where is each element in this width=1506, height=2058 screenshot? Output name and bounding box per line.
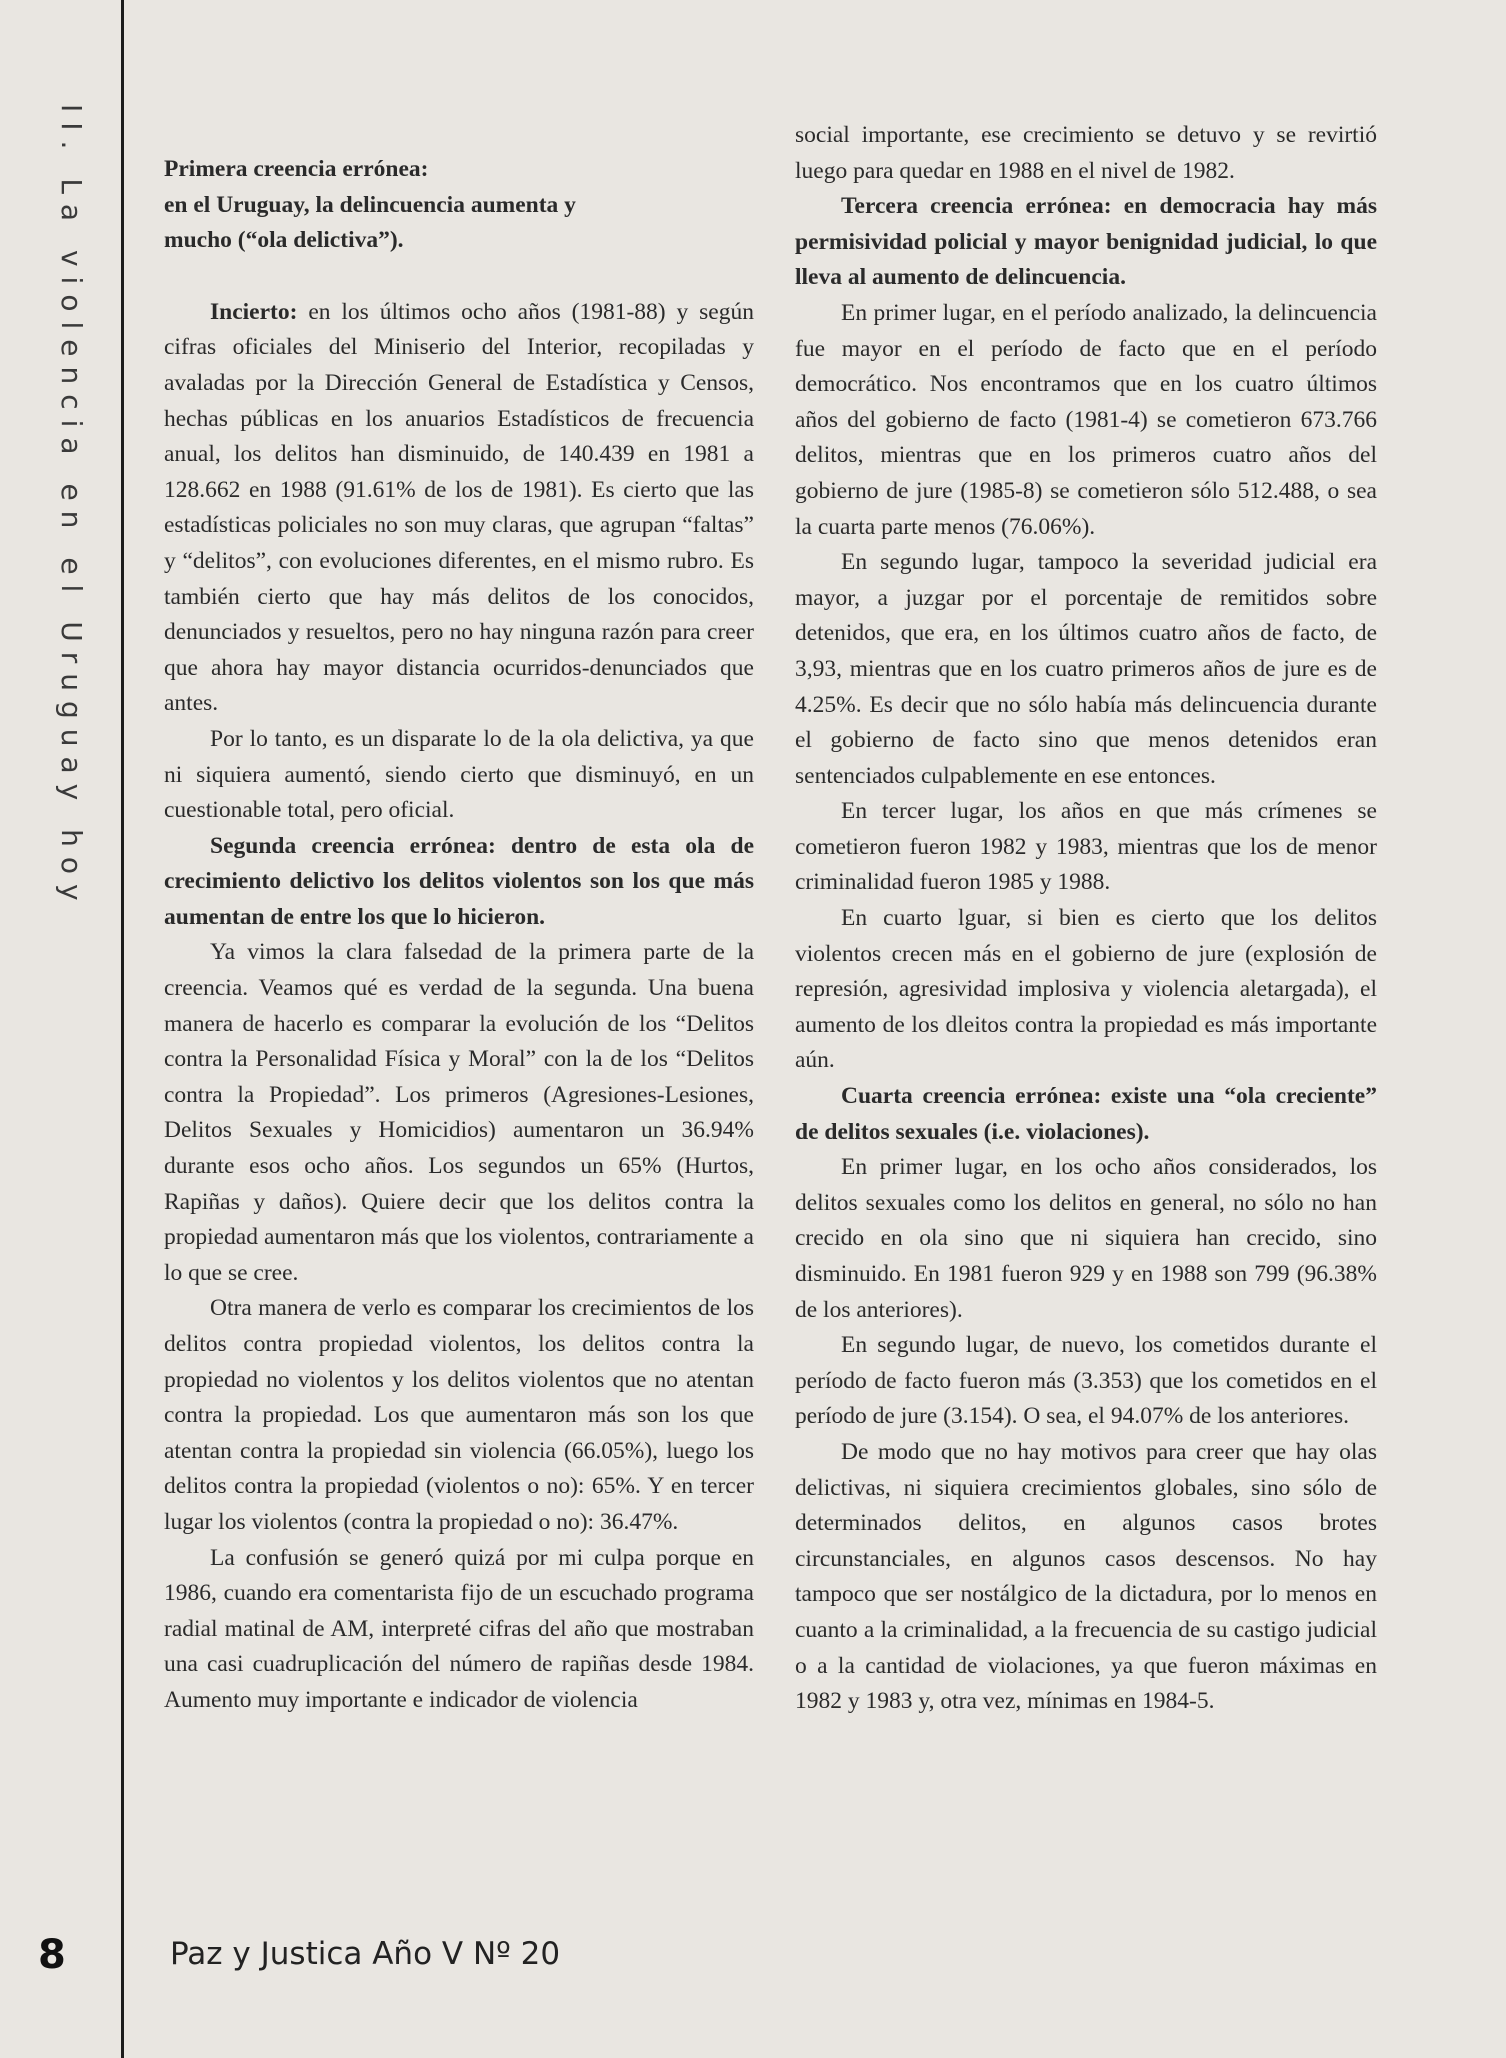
publication-footer: Paz y Justica Año V Nº 20 (170, 1936, 561, 1972)
page-number: 8 (38, 1932, 66, 1978)
section-heading: Cuarta creencia errónea: existe una “ola creciente” de delitos sexuales (i.e. violaciones). (795, 1083, 1377, 1145)
body-paragraph (164, 295, 754, 722)
paragraph-text: en los últimos ocho años (1981-88) y según cifras oficiales del Miniserio del Interior, recopiladas y avaladas por la Dirección General de Estadística y Censos, hechas públicas en los anuarios Estadísticos de frecuencia anual, los delitos han disminuido, de 140.439 en 1981 a 128.662 en 1988 (91.61% de los de 1981). Es cierto que las estadísticas policiales no son muy claras, que agrupan “faltas” y “delitos”, con evoluciones diferentes, en el mismo rubro. Es también cierto que hay más delitos de los conocidos, denunciados y resueltos, pero no hay ninguna razón para creer que ahora hay mayor distancia ocurridos-denunciados que antes. (164, 298, 754, 717)
section-heading: Tercera creencia errónea: en democracia hay más permisividad policial y mayor benignidad judicial, lo que lleva al aumento de delincuencia. (795, 193, 1377, 291)
body-paragraph: Por lo tanto, es un disparate lo de la ola delictiva, ya que ni siquiera aumentó, siendo cierto que disminuyó, en un cuestionable total, pero oficial. (164, 725, 754, 824)
right-column (795, 118, 1377, 1720)
body-paragraph: Ya vimos la clara falsedad de la primera parte de la creencia. Veamos qué es verdad de la segunda. Una buena manera de hacerlo es comparar la evolución de los “Delitos contra la Personalidad Física y Moral” con la de los “Delitos contra la Propiedad”. Los primeros (Agresiones-Lesiones, Delitos Sexuales y Homicidios) aumentaron un 36.94% durante esos ocho años. Los segundos un 65% (Hurtos, Rapiñas y daños). Quiere decir que los delitos contra la propiedad aumentaron más que los violentos, contrariamente a lo que se cree. (164, 939, 754, 1286)
body-paragraph: De modo que no hay motivos para creer que hay olas delictivas, ni siquiera crecimientos globales, sino sólo de determinados delitos, en algunos casos brotes circunstanciales, en algunos casos descensos. No hay tampoco que ser nostálgico de la dictadura, por lo menos en cuanto a la criminalidad, a la frecuencia de su castigo judicial o a la cantidad de violaciones, ya que fueron máximas en 1982 y 1983 y, otra vez, mínimas en 1984-5. (795, 1438, 1377, 1715)
section-heading-line: Primera creencia errónea: (164, 156, 429, 182)
spacer (164, 259, 754, 295)
lead-in-bold: Incierto: (210, 298, 298, 325)
section-heading-line: mucho (“ola delictiva”). (164, 227, 404, 254)
body-paragraph: La confusión se generó quizá por mi culpa porque en 1986, cuando era comentarista fijo de un escuchado programa radial matinal de AM, interpreté cifras del año que mostraban una casi cuadruplicación del número de rapiñas desde 1984. Aumento muy importante e indicador de violencia (164, 1544, 754, 1713)
body-paragraph: En tercer lugar, los años en que más crímenes se cometieron fueron 1982 y 1983, mientras que los de menor criminalidad fueron 1985 y 1988. (795, 798, 1377, 896)
section-heading: Segunda creencia errónea: dentro de esta ola de crecimiento delictivo los delitos violentos son los que más aumentan de entre los que lo hicieron. (164, 832, 754, 930)
body-paragraph: En segundo lugar, de nuevo, los cometidos durante el período de facto fueron más (3.353) que los cometidos en el período de jure (3.154). O sea, el 94.07% de los anteriores. (795, 1332, 1377, 1430)
body-paragraph: En primer lugar, en el período analizado, la delincuencia fue mayor en el período de facto que en el período democrático. Nos encontramos que en los cuatro últimos años del gobierno de facto (1981-4) se cometieron 673.766 delitos, mientras que en los primeros cuatro años del gobierno de jure (1985-8) se cometieron sólo 512.488, o sea la cuarta parte menos (76.06%). (795, 299, 1377, 540)
body-paragraph: social importante, ese crecimiento se detuvo y se revirtió luego para quedar en 1988 en el nivel de 1982. (795, 122, 1377, 184)
body-paragraph: En segundo lugar, tampoco la severidad judicial era mayor, a juzgar por el porcentaje de remitidos sobre detenidos, que era, en los últimos cuatro años de facto, de 3,93, mientras que en los cuatro primeros años de jure es de 4.25%. Es decir que no sólo había más delincuencia durante el gobierno de facto sino que menos detenidos eran sentenciados culpablemente en ese entonces. (795, 549, 1377, 789)
section-heading-line: en el Uruguay, la delincuencia aumenta y (164, 191, 576, 218)
margin-rule (121, 0, 124, 2058)
left-column (164, 152, 754, 1719)
body-paragraph: En primer lugar, en los ocho años considerados, los delitos sexuales como los delitos en general, no sólo no han crecido en ola sino que ni siquiera han crecido, sino disminuido. En 1981 fueron 929 y en 1988 son 799 (96.38% de los anteriores). (795, 1154, 1377, 1323)
body-paragraph: En cuarto lguar, si bien es cierto que los delitos violentos crecen más en el gobierno de jure (explosión de represión, agresividad implosiva y violencia aletargada), el aumento de los dleitos contra la propiedad es más importante aún. (795, 905, 1377, 1074)
body-paragraph: Otra manera de verlo es comparar los crecimientos de los delitos contra propiedad violentos, los delitos contra la propiedad no violentos y los delitos violentos que no atentan contra la propiedad. Los que aumentaron más son los que atentan contra la propiedad sin violencia (66.05%), luego los delitos contra la propiedad (violentos o no): 65%. Y en tercer lugar los violentos (contra la propiedad o no): 36.47%. (164, 1295, 754, 1535)
section-running-title: II. La violencia en el Uruguay hoy (55, 104, 88, 911)
